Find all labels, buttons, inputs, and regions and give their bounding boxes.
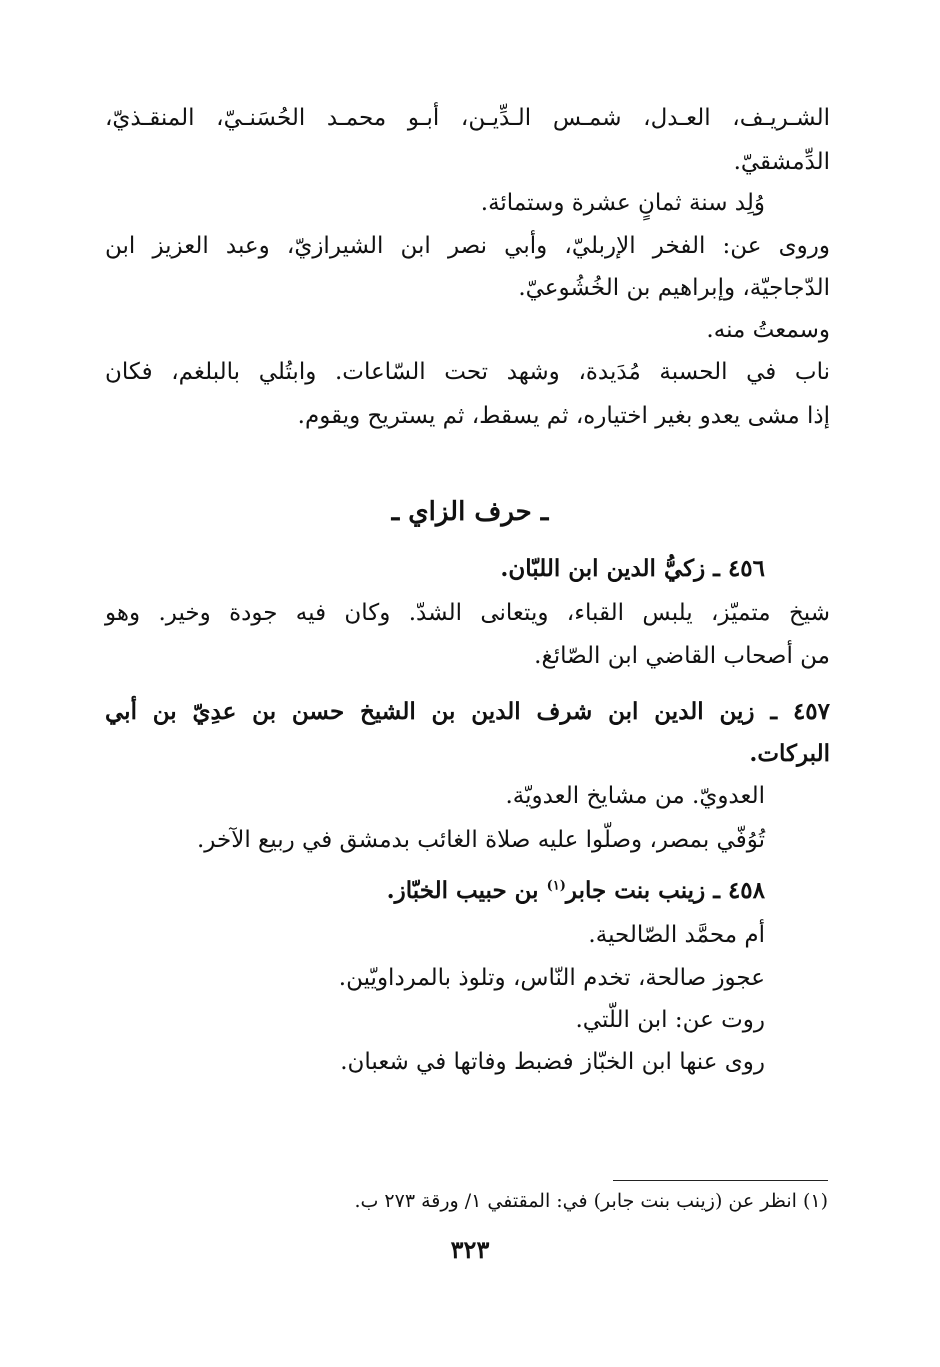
text-line: وُلِد سنة ثمانٍ عشرة وستمائة.	[480, 190, 765, 216]
text-line: وروى عن: الفخر الإربليّ، وأبي نصر ابن الشيرازيّ، وعبد العزيز ابن	[105, 233, 830, 259]
footnote-divider	[613, 1180, 828, 1181]
text-line: أم محمَّد الصّالحية.	[588, 922, 765, 948]
text-line: من أصحاب القاضي ابن الصّائغ.	[534, 643, 830, 669]
text-line: وسمعتُ منه.	[706, 317, 830, 343]
text-line: إذا مشى يعدو بغير اختياره، ثم يسقط، ثم يستريح ويقوم.	[297, 403, 830, 429]
text-line: روى عنها ابن الخبّاز فضبط وفاتها في شعبان.	[340, 1049, 765, 1075]
text-line: العدويّ. من مشايخ العدويّة.	[505, 783, 765, 809]
entry-title	[387, 871, 765, 911]
entry-title: ٤٥٦ ـ زكيُّ الدين ابن اللبّان.	[500, 555, 765, 582]
entry-title: ٤٥٧ ـ زين الدين ابن شرف الدين بن الشيخ حسن بن عدِيّ بن أبي	[105, 698, 830, 725]
text-line: الشـريـف، العـدل، شمـس الـدِّيـن، أبـو محمـد الحُسَنـيّ، المنقـذيّ،	[105, 105, 830, 131]
entry-title: البركات.	[749, 740, 830, 767]
text-line: الدّجاجيّة، وإبراهيم بن الخُشُوعيّ.	[518, 275, 830, 301]
text-line: الدِّمشقيّ.	[733, 149, 830, 175]
text-line: روت عن: ابن اللّتي.	[575, 1007, 765, 1033]
page-number: ٣٢٣	[450, 1235, 490, 1264]
entry-title-text: بن حبيب الخبّاز.	[386, 877, 547, 904]
entry-title-text: ٤٥٨ ـ زينب بنت جابر	[565, 877, 765, 904]
text-line: عجوز صالحة، تخدم النّاس، وتلوذ بالمرداويّين.	[338, 965, 765, 991]
footnote: (١) انظر عن (زينب بنت جابر) في: المقتفي ١/ ورقة ٢٧٣ ب.	[354, 1190, 828, 1212]
text-line: تُوُفّي بمصر، وصلّوا عليه صلاة الغائب بدمشق في ربيع الآخر.	[196, 827, 765, 853]
text-line: ناب في الحسبة مُدَيدة، وشهد تحت السّاعات. وابتُلي بالبلغم، فكان	[105, 359, 830, 385]
footnote-marker: (١)	[546, 878, 566, 894]
text-line: شيخ متميّز، يلبس القباء، ويتعانى الشدّ. وكان فيه جودة وخير. وهو	[105, 600, 830, 626]
section-heading: ـ حرف الزاي ـ	[391, 497, 549, 527]
